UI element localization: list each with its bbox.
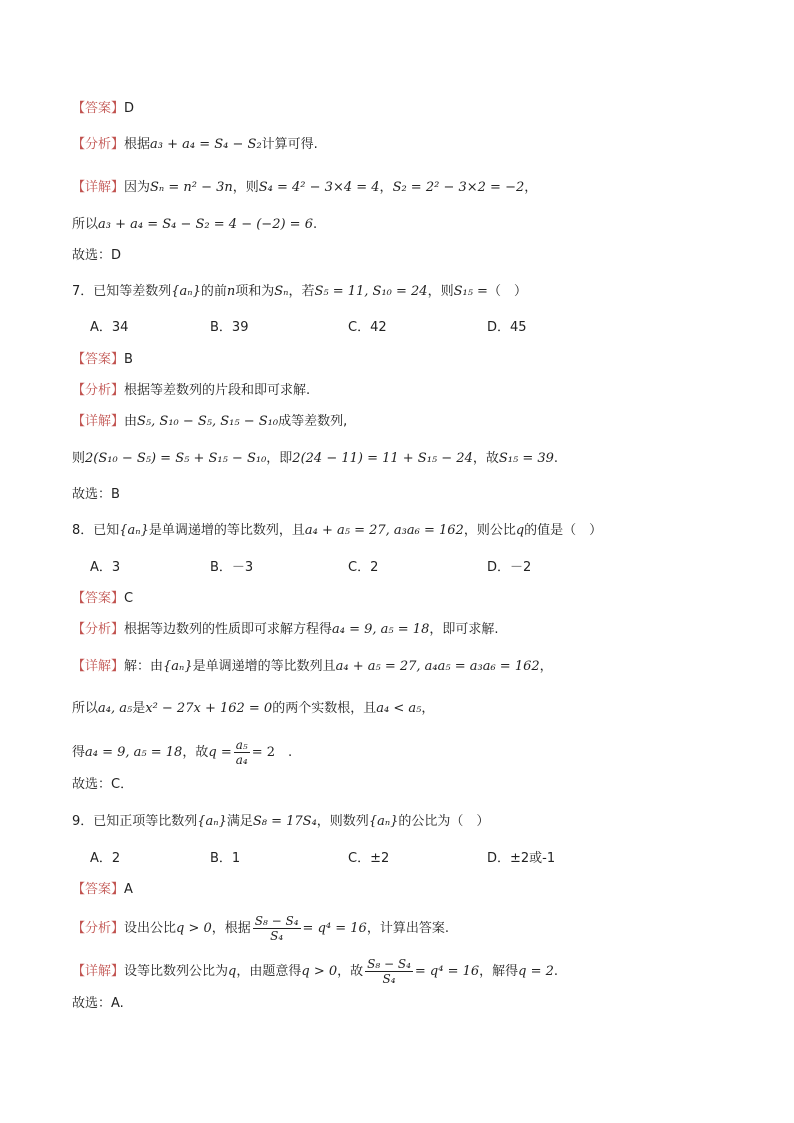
math: 2(24 − 11) = 11 + S₁₅ − 24 <box>292 451 473 466</box>
text: 的前 <box>200 284 227 299</box>
detail-tag: 【详解】 <box>72 659 125 674</box>
text: ，解得 <box>479 964 519 979</box>
answer-value: C <box>124 591 134 606</box>
math: S₅ = 11, S₁₀ = 24 <box>314 284 428 299</box>
fraction <box>365 957 413 986</box>
fraction <box>253 914 301 943</box>
math: a₄ = 9, a₅ = 18 <box>332 622 430 637</box>
q7-detail <box>72 412 347 432</box>
math: {aₙ} <box>163 659 193 674</box>
answer-value: D <box>124 101 135 116</box>
q9-answer <box>72 880 133 900</box>
text: 得 <box>72 745 86 760</box>
q8-option-c: C．2 <box>348 560 379 575</box>
answer-value: B <box>124 352 133 367</box>
q8-answer <box>72 589 133 609</box>
analysis-tag: 【分析】 <box>72 622 125 637</box>
math: {aₙ} <box>368 814 399 829</box>
math: a₄ + a₅ = 27, a₄a₅ = a₃a₆ = 162 <box>335 659 540 674</box>
text: 计算可得. <box>261 137 318 152</box>
text: 7．已知等差数列 <box>72 284 172 299</box>
p6-choice: 故选：D <box>72 248 122 263</box>
q8-option-d: D．－2 <box>487 560 532 575</box>
numerator: S₈ − S₄ <box>254 914 299 928</box>
q7-option-b: B．39 <box>210 320 249 335</box>
q8-detail-3 <box>72 738 292 767</box>
text: 9．已知正项等比数列 <box>72 814 198 829</box>
text: 由 <box>124 414 138 429</box>
math: = q⁴ = 16 <box>302 921 367 936</box>
q9-option-a: A．2 <box>90 851 121 866</box>
text: . <box>553 451 559 466</box>
q7-option-d: D．45 <box>487 320 527 335</box>
text: ，计算出答案. <box>366 921 449 936</box>
fraction <box>234 738 250 767</box>
q7-choice: 故选：B <box>72 487 120 502</box>
math: q = <box>208 745 232 760</box>
text: ，根据 <box>211 921 251 936</box>
text: 是单调递增的等比数列，且 <box>148 523 305 538</box>
text: 根据等边数列的性质即可求解方程得 <box>124 622 333 637</box>
math: S₁₅ = <box>453 284 488 299</box>
text: 根据等差数列的片段和即可求解. <box>124 383 311 398</box>
text: ，由题意得 <box>236 964 302 979</box>
text: 是 <box>132 701 146 716</box>
analysis-tag: 【分析】 <box>72 137 125 152</box>
text: （ ） <box>487 284 527 299</box>
text: 则 <box>72 451 86 466</box>
text: ，则 <box>232 180 259 195</box>
math: = q⁴ = 16 <box>414 964 480 979</box>
text: 解：由 <box>124 659 164 674</box>
p6-answer <box>72 99 134 119</box>
math: x² − 27x + 162 = 0 <box>145 701 273 716</box>
text: 满足 <box>226 814 253 829</box>
text: 项和为 <box>235 284 275 299</box>
q9-detail <box>72 957 558 986</box>
math: q <box>515 523 525 538</box>
math: S₂ = 2² − 3×2 = −2 <box>392 180 525 195</box>
math: S₄ = 4² − 3×4 = 4 <box>258 180 380 195</box>
q9-stem <box>72 812 489 832</box>
text: ，即可求解. <box>429 622 499 637</box>
text: ，故 <box>337 964 364 979</box>
numerator: a₅ <box>235 738 248 752</box>
math: Sₙ <box>274 284 289 299</box>
text: ，则数列 <box>316 814 369 829</box>
text: 的公比为（ ） <box>398 814 490 829</box>
text: ，则 <box>427 284 454 299</box>
p6-so <box>72 215 317 235</box>
detail-tag: 【详解】 <box>72 964 125 979</box>
text: ，即 <box>266 451 293 466</box>
text: . <box>312 217 318 232</box>
math: {aₙ} <box>197 814 227 829</box>
math: a₃ + a₄ = S₄ − S₂ <box>150 137 262 152</box>
text: ， <box>539 659 553 674</box>
q8-stem <box>72 521 602 541</box>
math: a₄ < a₅ <box>376 701 422 716</box>
math: q > 0 <box>176 921 212 936</box>
math: q > 0 <box>301 964 338 979</box>
math: S₅, S₁₀ − S₅, S₁₅ − S₁₀ <box>137 414 279 429</box>
denominator: a₄ <box>235 753 248 767</box>
math: n <box>226 284 236 299</box>
math: a₄ = 9, a₅ = 18 <box>85 745 183 760</box>
q9-choice: 故选：A. <box>72 996 124 1011</box>
text: ，则公比 <box>463 523 516 538</box>
text: ， <box>379 180 393 195</box>
math: {aₙ} <box>119 523 149 538</box>
q8-detail-2 <box>72 699 434 719</box>
q7-option-c: C．42 <box>348 320 387 335</box>
denominator: S₄ <box>270 929 284 943</box>
denominator: S₄ <box>382 972 396 986</box>
q9-analysis <box>72 914 449 943</box>
text: 的两个实数根，且 <box>272 701 377 716</box>
text: 所以 <box>72 217 99 232</box>
q7-option-a: A．34 <box>90 320 129 335</box>
text: 设出公比 <box>124 921 177 936</box>
math: q <box>228 964 237 979</box>
answer-value: A <box>124 882 133 897</box>
q7-detail-2 <box>72 449 558 469</box>
text: 所以 <box>72 701 99 716</box>
text: 成等差数列, <box>278 414 348 429</box>
q9-option-c: C．±2 <box>348 851 390 866</box>
math: a₄, a₅ <box>98 701 133 716</box>
q7-stem <box>72 282 527 302</box>
math: a₄ + a₅ = 27, a₃a₆ = 162 <box>304 523 464 538</box>
p6-detail <box>72 178 537 198</box>
numerator: S₈ − S₄ <box>367 957 411 971</box>
detail-tag: 【详解】 <box>72 180 125 195</box>
math: S₁₅ = 39 <box>498 451 554 466</box>
text: ，故 <box>472 451 499 466</box>
q9-option-d: D．±2或-1 <box>487 851 556 866</box>
q7-analysis <box>72 381 310 401</box>
text: ，若 <box>288 284 315 299</box>
q8-choice: 故选：C． <box>72 777 134 792</box>
math: 2(S₁₀ − S₅) = S₅ + S₁₅ − S₁₀ <box>85 451 267 466</box>
math: S₈ = 17S₄ <box>252 814 317 829</box>
text: = 2 . <box>251 745 293 760</box>
detail-tag: 【详解】 <box>72 414 125 429</box>
q8-analysis <box>72 620 499 640</box>
text: . <box>553 964 559 979</box>
math: Sₙ = n² − 3n <box>150 180 233 195</box>
math: {aₙ} <box>171 284 201 299</box>
math: a₃ + a₄ = S₄ − S₂ = 4 − (−2) = 6 <box>98 217 313 232</box>
text: ， <box>524 180 538 195</box>
answer-tag: 【答案】 <box>72 101 125 116</box>
text: 因为 <box>124 180 151 195</box>
q7-answer <box>72 350 133 370</box>
text: 是单调递增的等比数列且 <box>192 659 336 674</box>
text: 的值是（ ） <box>524 523 603 538</box>
answer-tag: 【答案】 <box>72 352 125 367</box>
text: 设等比数列公比为 <box>124 964 229 979</box>
math: q = 2 <box>518 964 554 979</box>
text: 根据 <box>124 137 151 152</box>
analysis-tag: 【分析】 <box>72 921 125 936</box>
text: ，故 <box>182 745 209 760</box>
p6-analysis <box>72 135 318 155</box>
q8-option-b: B．－3 <box>210 560 254 575</box>
q8-option-a: A．3 <box>90 560 121 575</box>
answer-tag: 【答案】 <box>72 591 125 606</box>
text: ， <box>421 701 435 716</box>
q8-detail <box>72 657 553 677</box>
answer-tag: 【答案】 <box>72 882 125 897</box>
q9-option-b: B．1 <box>210 851 241 866</box>
analysis-tag: 【分析】 <box>72 383 125 398</box>
text: 8．已知 <box>72 523 120 538</box>
